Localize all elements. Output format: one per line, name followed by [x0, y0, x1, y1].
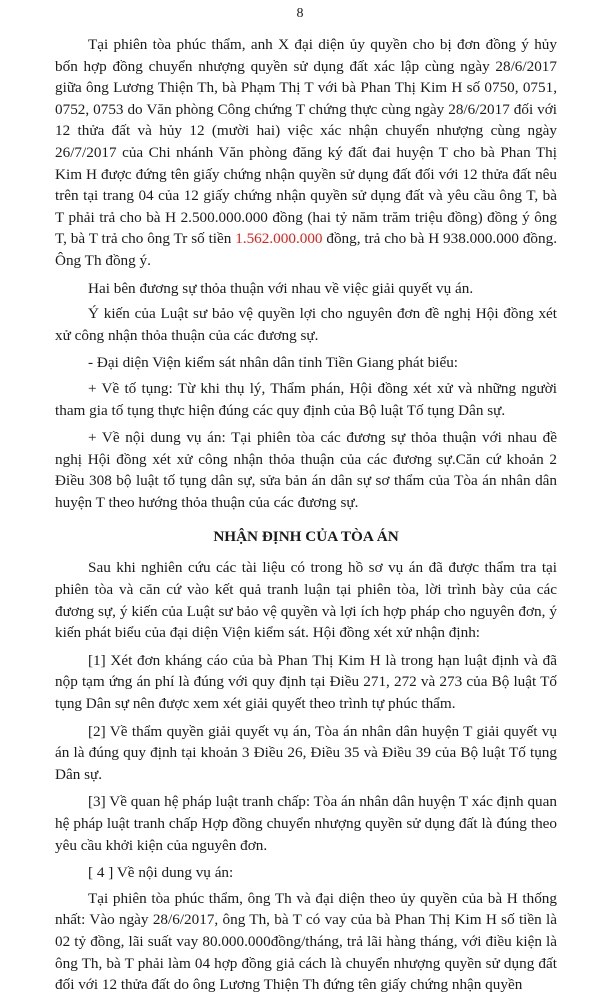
document-body [55, 34, 557, 1002]
paragraph-finding-1: [1] Xét đơn kháng cáo của bà Phan Thị Kim H là trong hạn luật định và đã nộp tạm ứng án phí là đúng với quy định tại Điều 271, 272 và 273 của Bộ luật Tố tụng Dân sự nên được xem xét giải quyết theo trình tự phúc thẩm. [55, 651, 557, 713]
paragraph-finding-2: [2] Về thẩm quyền giải quyết vụ án, Tòa án nhân dân huyện T giải quyết vụ án là đúng quy định tại khoản 3 Điều 26, Điều 35 và Điều 39 của Bộ luật Tố tụng Dân sự. [55, 722, 557, 783]
paragraph-procuracy-intro: - Đại diện Viện kiểm sát nhân dân tỉnh Tiền Giang phát biểu: [88, 354, 459, 372]
paragraph-finding-4-content: Tại phiên tòa phúc thẩm, ông Th và đại diện theo ủy quyền của bà H thống nhất: Vào ngày 28/6/2017, ông Th, bà T có vay của bà Phan Thị Kim H số tiền là 02 tỷ đồng, lãi suất vay 80.000.000đồng/tháng, trả lãi hàng tháng, với điều kiện là ông Th, bà T phải làm 04 hợp đồng giả cách là chuyển nhượng quyền sử dụng đất đối với 12 thửa đất do ông Lương Thiện Th đứng tên giấy chứng nhận quyền [55, 889, 557, 994]
paragraph-parties-agreement: Hai bên đương sự thỏa thuận với nhau về việc giải quyết vụ án. [88, 279, 474, 297]
paragraph-text: Tại phiên tòa phúc thẩm, anh X đại diện ủy quyền cho bị đơn đồng ý hủy bốn hợp đồng chuyển nhượng quyền sử dụng đất xác lập cùng ngày 28/6/2017 giữa ông Lương Thiện Th, bà Phạm Thị T với bà Phan Thị Kim H số 0750, 0751, 0752, 0753 do Văn phòng Công chứng T chứng thực cùng ngày 28/6/2017 đối với 12 thửa đất và hủy 12 (mười hai) việc xác nhận chuyển nhượng cùng ngày 26/7/2017 của Chi nhánh Văn phòng đăng ký đất đai huyện T cho bà Phan Thị Kim H được đứng tên giấy chứng nhận quyền sử dụng đất đối với 12 thửa đất nêu trên tại trang 04 của 12 giấy chứng nhận quyền sử dụng đất và yêu cầu ông T, bà T phải trả cho bà H 2.500.000.000 đồng (hai tỷ năm trăm triệu đồng) đồng ý ông T, bà T trả cho ông Tr số tiền [55, 36, 557, 248]
highlighted-amount: 1.562.000.000 [235, 230, 323, 248]
paragraph-court-findings-intro: Sau khi nghiên cứu các tài liệu có trong hồ sơ vụ án đã được thẩm tra tại phiên tòa và căn cứ vào kết quả tranh luận tại phiên tòa, lời trình bày của các đương sự, ý kiến của Luật sư bảo vệ quyền và lợi ích hợp pháp cho nguyên đơn, ý kiến phát biểu của đại diện Viện kiểm sát. Hội đồng xét xử nhận định: [55, 559, 557, 642]
paragraph-procedure: + Về tố tụng: Từ khi thụ lý, Thẩm phán, Hội đồng xét xử và những người tham gia tố tụng thực hiện đúng các quy định của Bộ luật Tố tụng Dân sự. [55, 379, 557, 419]
page-number: 8 [296, 6, 304, 21]
paragraph-case-content: + Về nội dung vụ án: Tại phiên tòa các đương sự thỏa thuận với nhau đề nghị Hội đồng xét xử công nhận thỏa thuận của các đương sự.Căn cứ khoản 2 Điều 308 bộ luật tố tụng dân sự, sửa bản án dân sự sơ thẩm của Tòa án nhân dân huyện T theo hướng thỏa thuận của các đương sự. [55, 429, 557, 511]
paragraph-finding-4-title: [ 4 ] Về nội dung vụ án: [88, 864, 234, 882]
paragraph-lawyer-opinion: Ý kiến của Luật sư bảo vệ quyền lợi cho nguyên đơn đề nghị Hội đồng xét xử công nhận thỏa thuận của các đương sự. [55, 305, 557, 344]
paragraph-appellate-agreement [55, 34, 557, 272]
paragraph-finding-3: [3] Về quan hệ pháp luật tranh chấp: Tòa án nhân dân huyện T xác định quan hệ pháp luật tranh chấp Hợp đồng chuyển nhượng quyền sử dụng đất là đúng theo yêu cầu khởi kiện của nguyên đơn. [55, 793, 557, 854]
paragraph-text: đồng, trả cho bà H 938.000.000 đồng. Ông Th đồng ý. [55, 230, 557, 269]
section-heading: NHẬN ĐỊNH CỦA TÒA ÁN [213, 528, 399, 546]
